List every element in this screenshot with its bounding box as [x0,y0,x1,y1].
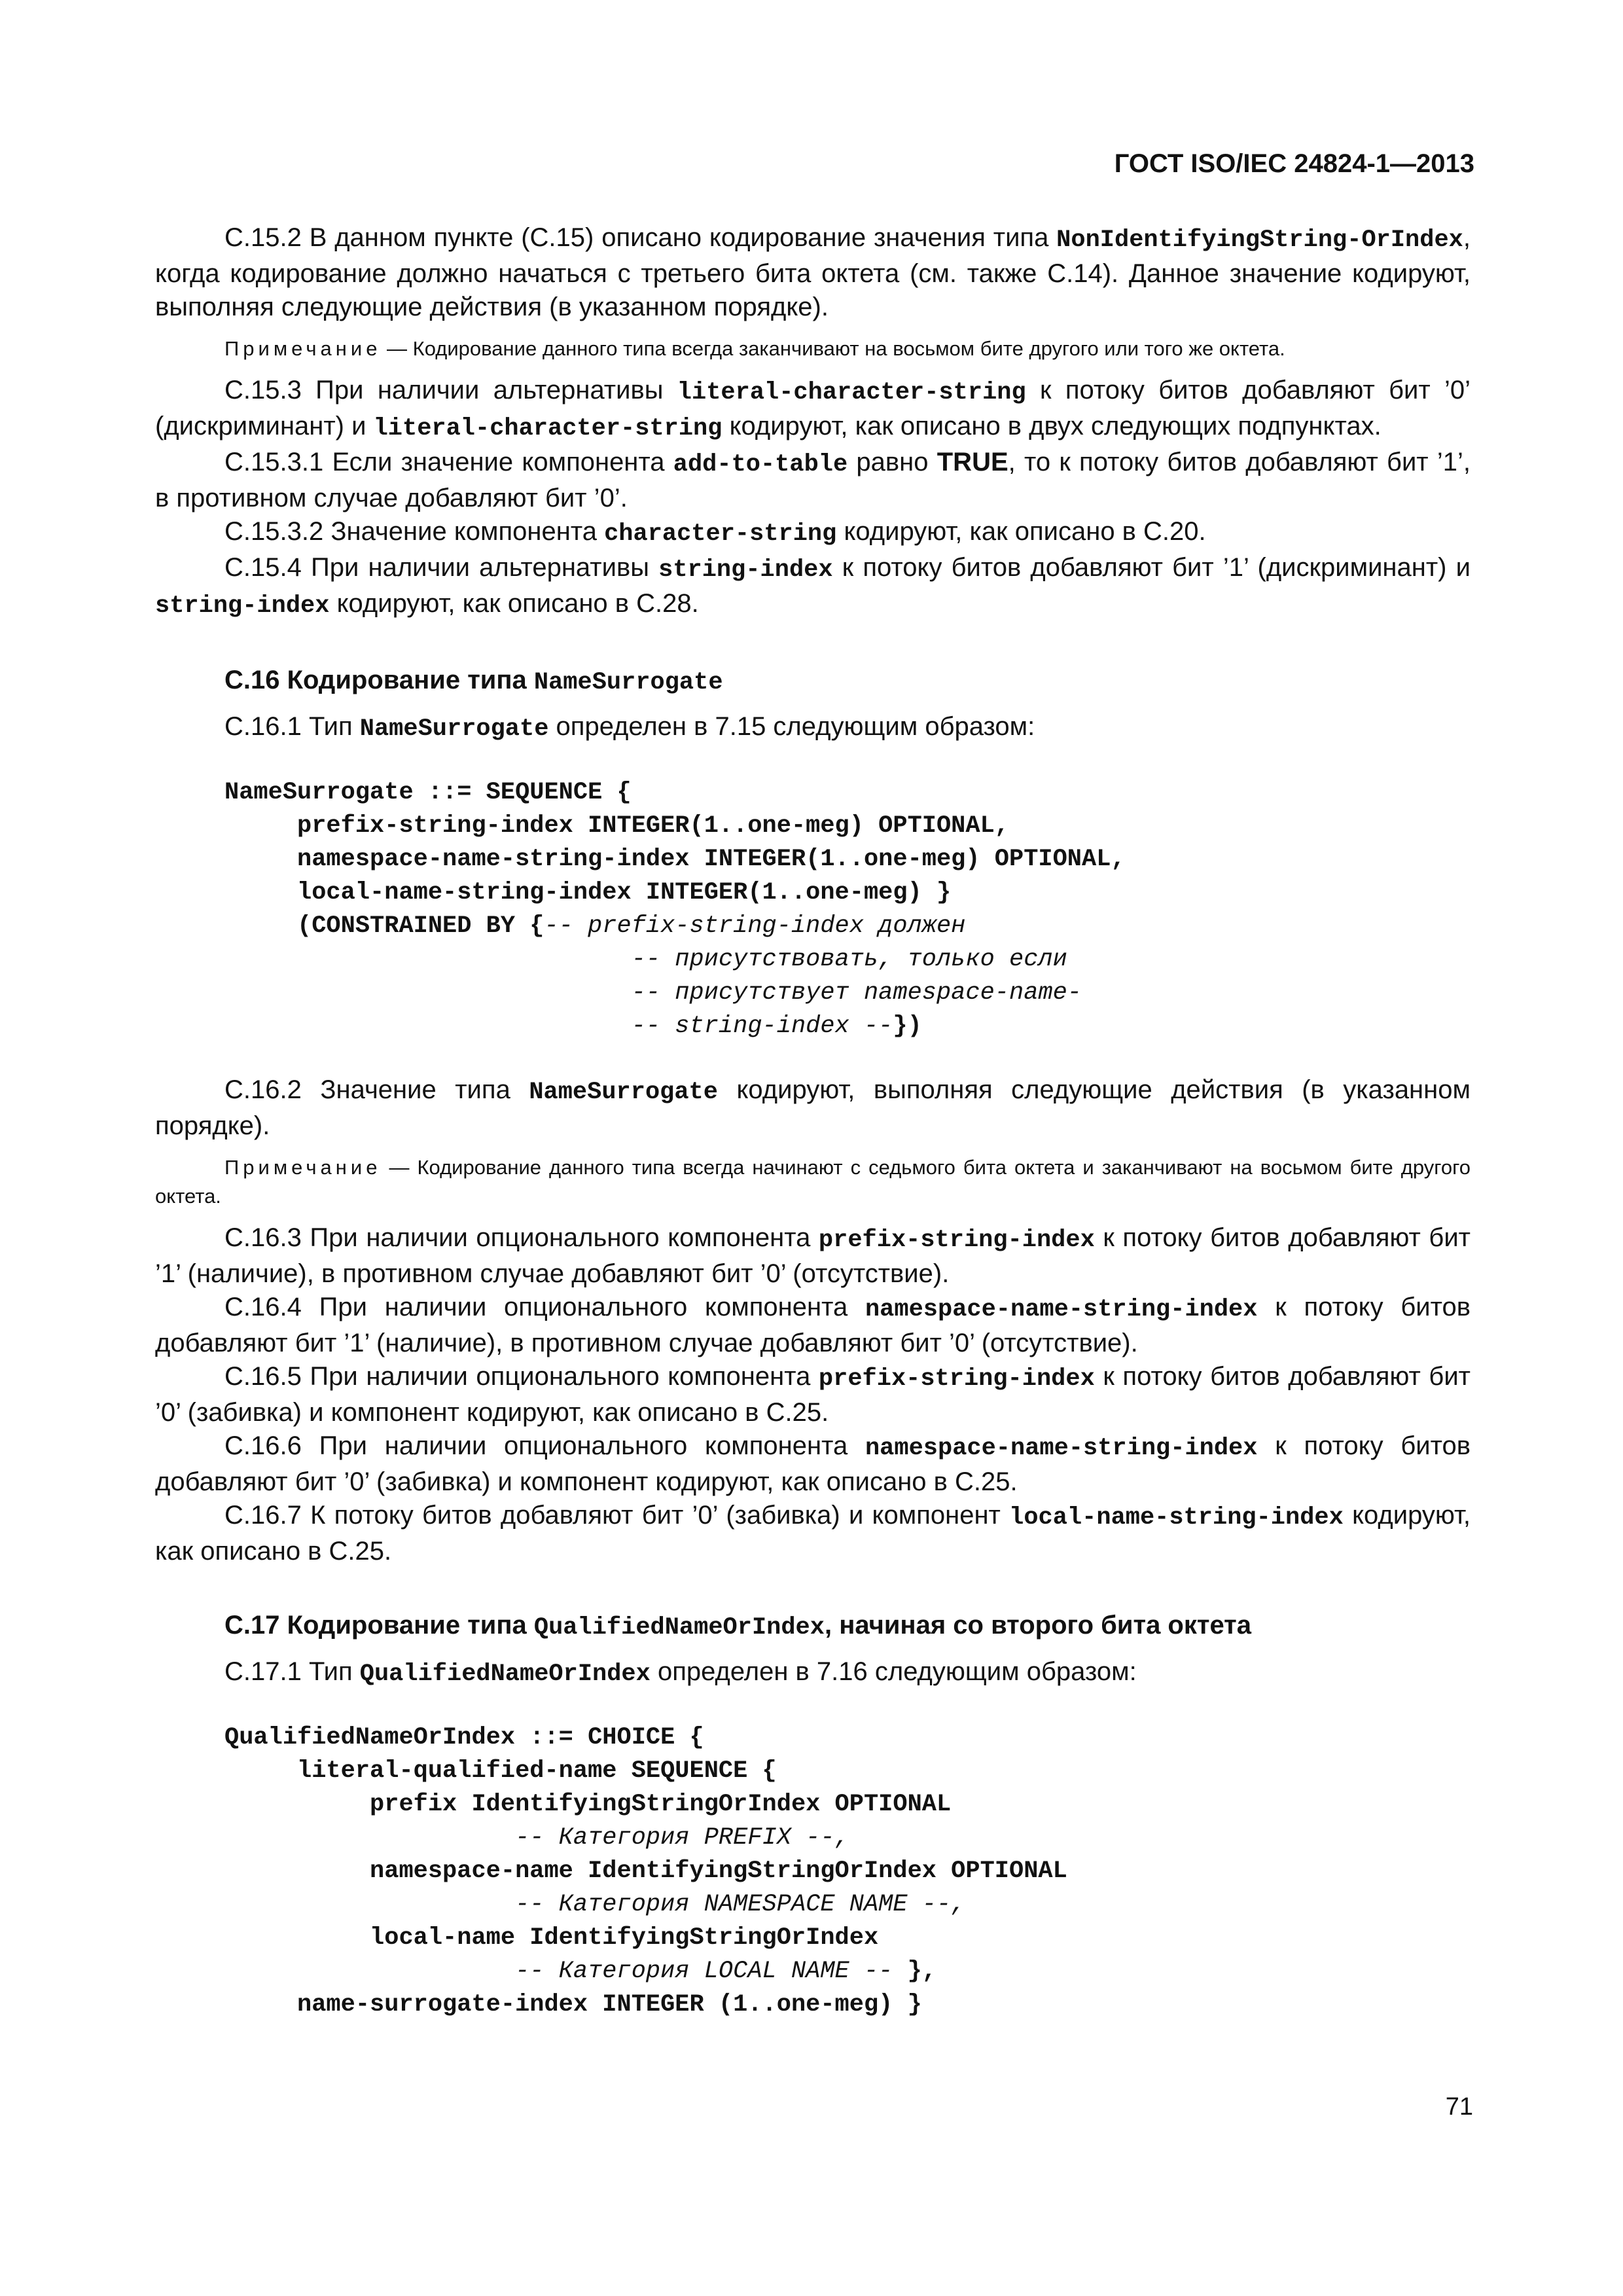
paragraph-c15-4 [155,551,1471,623]
code-comment: -- Категория LOCAL NAME -- [224,1958,908,1985]
text: к потоку битов добавляют бит ’0’ (дискриминант) и [155,376,1471,440]
paragraph-c16-1 [155,710,1471,746]
code-term: prefix-string-index [818,1227,1095,1254]
text: к потоку битов добавляют бит ’1’ (наличие), в противном случае добавляют бит ’0’ (отсутствие). [155,1293,1471,1357]
code-term: local-name-string-index [1009,1504,1344,1532]
section-heading-c17 [155,1609,1471,1645]
code-block-namesurrogate [155,776,1471,1043]
code-line: name-surrogate-index INTEGER (1..one-meg) } [224,1991,922,2018]
code-term: NameSurrogate [529,1079,718,1106]
code-line: local-name IdentifyingStringOrIndex [224,1924,879,1952]
code-comment: -- Категория NAMESPACE NAME --, [224,1891,966,1918]
page-body [155,221,1471,2052]
text: кодируют, как описано в С.25. [155,1501,1471,1566]
code-term: string-index [155,592,330,620]
code-line: }) [893,1013,922,1040]
code-block-qualifiednameorindex [155,1721,1471,2022]
text: С.15.4 При наличии альтернативы [224,553,659,582]
code-term: literal-character-string [677,379,1026,406]
heading-text: С.17 Кодирование типа [224,1611,534,1640]
paragraph-c15-2 [155,221,1471,324]
code-comment: -- Категория PREFIX --, [224,1824,849,1852]
code-line: NameSurrogate ::= SEQUENCE { [224,779,632,806]
code-term: NameSurrogate [359,715,549,743]
code-term: string-index [658,556,833,584]
standard-header: ГОСТ ISO/IEC 24824-1—2013 [1114,149,1474,178]
code-term: QualifiedNameOrIndex [533,1614,825,1641]
code-term: add-to-table [673,451,848,478]
paragraph-c17-1 [155,1655,1471,1691]
text: С.15.2 В данном пункте (С.15) описано кодирование значения типа [224,223,1057,252]
text: к потоку битов добавляют бит ’0’ (забивка) и компонент кодируют, как описано в С.25. [155,1431,1471,1496]
note-text: — Кодирование данного типа всегда начинают с седьмого бита октета и заканчивают на восьмом бите другого октета. [155,1156,1471,1208]
code-term: NonIdentifyingString-OrIndex [1056,226,1463,254]
text: определен в 7.16 следующим образом: [650,1657,1137,1686]
text: кодируют, выполняя следующие действия (в указанном порядке). [155,1075,1471,1140]
code-line: }, [907,1958,936,1985]
note [155,334,1471,363]
note [155,1153,1471,1211]
text: равно [847,448,937,476]
text: С.16.6 При наличии опционального компонента [224,1431,865,1460]
paragraph-c15-3-2 [155,515,1471,551]
text: С.15.3 При наличии альтернативы [224,376,677,404]
text: С.15.3.1 Если значение компонента [224,448,673,476]
code-line: (CONSTRAINED BY { [224,912,544,940]
paragraph-c16-3 [155,1221,1471,1291]
text: С.16.4 При наличии опционального компонента [224,1293,865,1321]
bold-term: TRUE [936,448,1008,476]
code-comment: -- присутствует namespace-name- [224,979,1082,1007]
text: к потоку битов добавляют бит ’1’ (дискриминант) и [832,553,1471,582]
section-heading-c16 [155,664,1471,700]
code-comment: -- prefix-string-index должен [544,912,966,940]
note-text: — Кодирование данного типа всегда заканчивают на восьмом бите другого или того же октета. [381,337,1285,360]
code-line: local-name-string-index INTEGER(1..one-meg) } [224,879,952,906]
code-term: QualifiedNameOrIndex [359,1660,651,1688]
paragraph-c16-6 [155,1429,1471,1499]
text: кодируют, как описано в С.28. [329,589,699,618]
paragraph-c16-4 [155,1291,1471,1360]
text: кодируют, как описано в С.20. [836,517,1206,546]
code-term: NameSurrogate [533,669,723,696]
code-comment: -- присутствовать, только если [224,946,1067,973]
note-label: Примечание [224,337,382,360]
page-number: 71 [1445,2093,1473,2121]
code-line: prefix-string-index INTEGER(1..one-meg) OPTIONAL, [224,812,1009,840]
text: С.16.1 Тип [224,712,360,741]
heading-text: , начиная со второго бита октета [824,1611,1252,1640]
note-label: Примечание [224,1156,382,1179]
code-line: namespace-name IdentifyingStringOrIndex OPTIONAL [224,1857,1067,1885]
text: к потоку битов добавляют бит ’1’ (наличие), в противном случае добавляют бит ’0’ (отсутствие). [155,1223,1471,1288]
paragraph-c15-3 [155,374,1471,446]
code-term: namespace-name-string-index [865,1435,1258,1462]
text: С.15.3.2 Значение компонента [224,517,605,546]
code-term: namespace-name-string-index [865,1296,1258,1323]
code-term: literal-character-string [373,415,722,442]
text: С.16.5 При наличии опционального компонента [224,1362,819,1391]
text: С.16.3 При наличии опционального компонента [224,1223,819,1252]
code-line: literal-qualified-name SEQUENCE { [224,1757,777,1785]
code-line: namespace-name-string-index INTEGER(1..one-meg) OPTIONAL, [224,846,1126,873]
text: определен в 7.15 следующим образом: [548,712,1035,741]
code-term: character-string [604,520,837,548]
paragraph-c16-2 [155,1073,1471,1143]
text: кодируют, как описано в двух следующих подпунктах. [722,412,1382,440]
paragraph-c16-7 [155,1499,1471,1568]
text: , то к потоку битов добавляют бит ’1’, в противном случае добавляют бит ’0’. [155,448,1471,512]
text: к потоку битов добавляют бит ’0’ (забивка) и компонент кодируют, как описано в С.25. [155,1362,1471,1427]
code-term: prefix-string-index [818,1365,1095,1393]
paragraph-c15-3-1 [155,446,1471,515]
text: С.17.1 Тип [224,1657,360,1686]
code-line: prefix IdentifyingStringOrIndex OPTIONAL [224,1791,952,1818]
heading-text: С.16 Кодирование типа [224,666,534,694]
code-comment: -- string-index -- [224,1013,893,1040]
paragraph-c16-5 [155,1360,1471,1429]
code-line: QualifiedNameOrIndex ::= CHOICE { [224,1724,704,1751]
text: , когда кодирование должно начаться с третьего бита октета (см. также С.14). Данное значение кодируют, выполняя следующие действия (в указанном порядке). [155,223,1471,321]
text: С.16.7 К потоку битов добавляют бит ’0’ (забивка) и компонент [224,1501,1010,1530]
text: С.16.2 Значение типа [224,1075,529,1104]
